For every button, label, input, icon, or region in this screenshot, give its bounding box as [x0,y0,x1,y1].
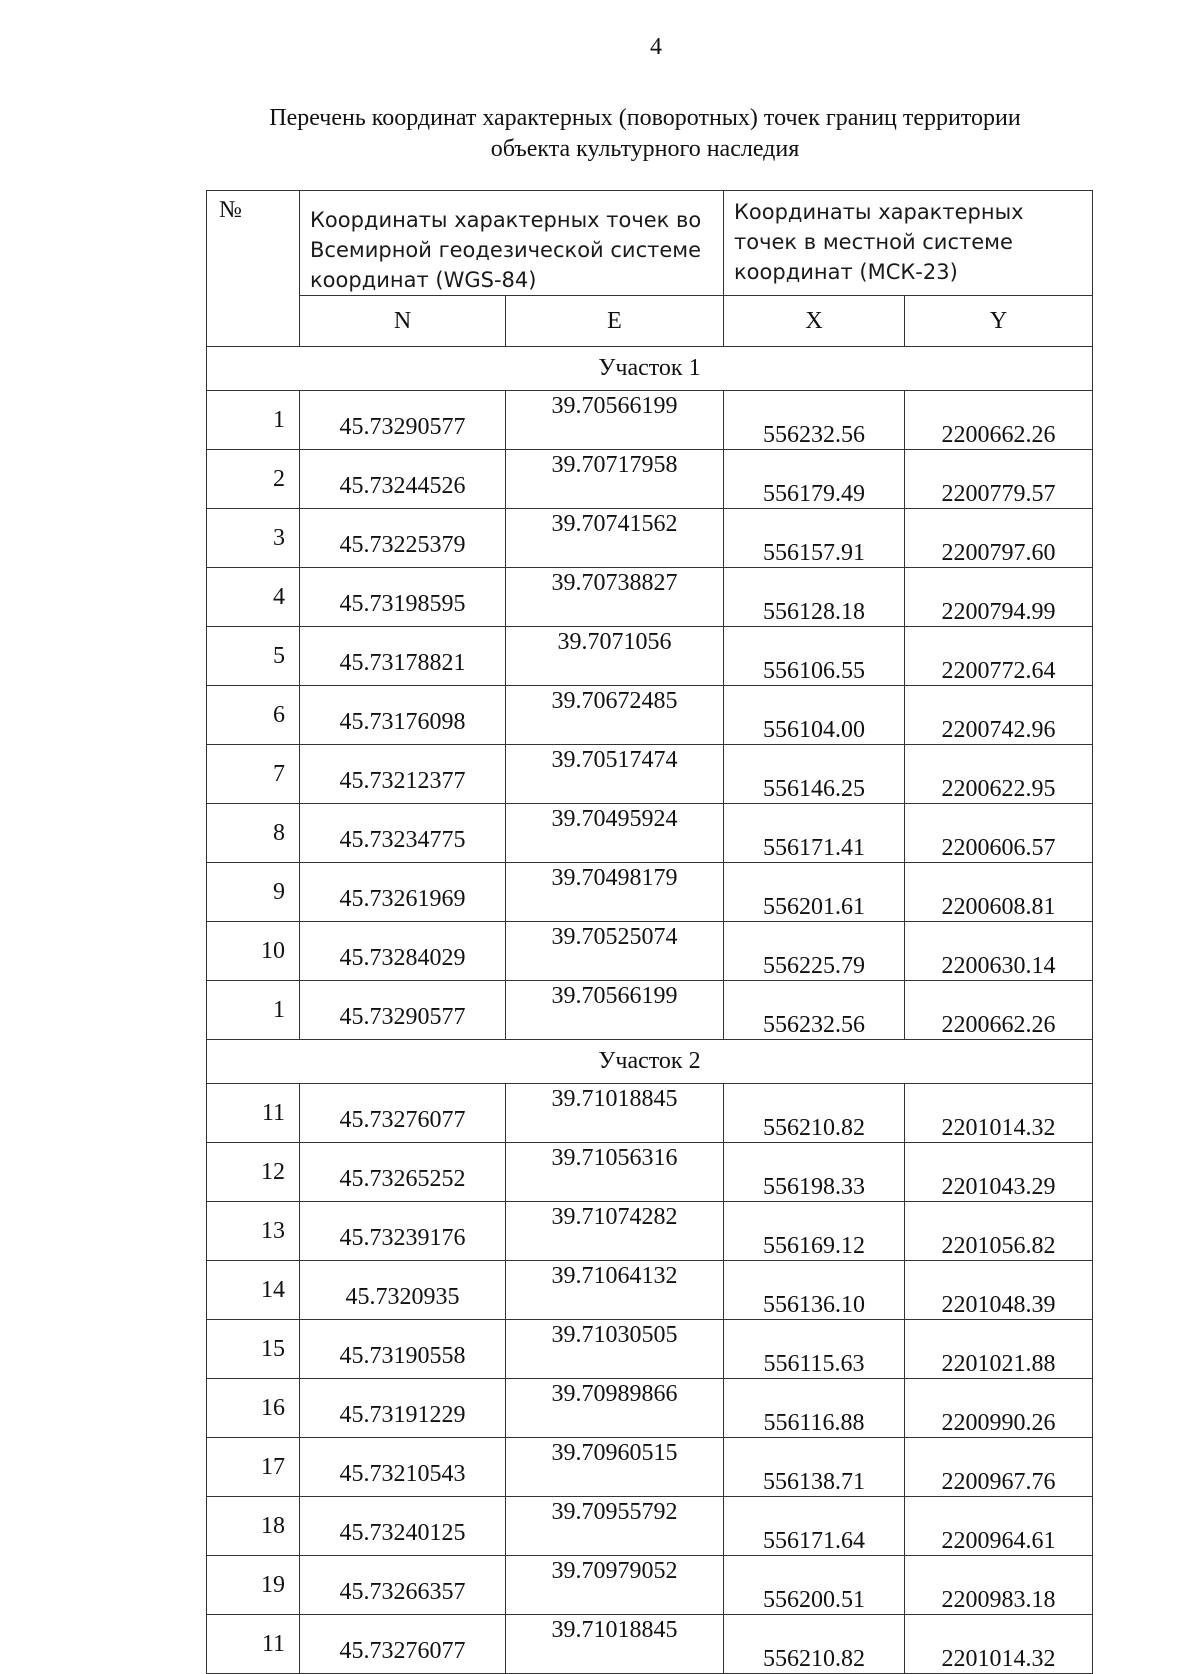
msk-x-cell: 556179.49 [724,450,905,509]
longitude-e-cell: 39.70738827 [506,568,724,627]
table-row [207,1320,1093,1379]
msk-y-cell: 2200622.95 [905,745,1093,804]
point-number-cell: 19 [207,1556,300,1615]
msk-y-cell: 2201014.32 [905,1084,1093,1143]
latitude-n-cell: 45.73191229 [300,1379,506,1438]
header-msk23-group: Координаты характерных точек в местной системе координат (МСК-23) [724,191,1093,296]
point-number-cell: 17 [207,1438,300,1497]
longitude-e-cell: 39.70979052 [506,1556,724,1615]
latitude-n-cell: 45.73244526 [300,450,506,509]
table-row [207,391,1093,450]
msk-x-cell: 556106.55 [724,627,905,686]
table-row [207,1379,1093,1438]
longitude-e-cell: 39.70955792 [506,1497,724,1556]
longitude-e-cell: 39.70498179 [506,863,724,922]
latitude-n-cell: 45.73290577 [300,391,506,450]
document-title [210,103,1080,165]
msk-x-cell: 556138.71 [724,1438,905,1497]
msk-x-cell: 556171.41 [724,804,905,863]
latitude-n-cell: 45.73176098 [300,686,506,745]
msk-y-cell: 2200797.60 [905,509,1093,568]
longitude-e-cell: 39.71018845 [506,1615,724,1674]
msk-x-cell: 556115.63 [724,1320,905,1379]
msk-x-cell: 556200.51 [724,1556,905,1615]
section-row [207,1040,1093,1084]
table-row [207,1615,1093,1674]
msk-y-cell: 2200772.64 [905,627,1093,686]
msk-y-cell: 2201048.39 [905,1261,1093,1320]
msk-x-cell: 556171.64 [724,1497,905,1556]
longitude-e-cell: 39.71018845 [506,1084,724,1143]
msk-y-cell: 2200630.14 [905,922,1093,981]
longitude-e-cell: 39.71064132 [506,1261,724,1320]
longitude-e-cell: 39.70989866 [506,1379,724,1438]
latitude-n-cell: 45.73276077 [300,1084,506,1143]
longitude-e-cell: 39.70717958 [506,450,724,509]
page-number: 4 [650,34,662,60]
header-x: X [724,296,905,347]
msk-y-cell: 2200742.96 [905,686,1093,745]
table-row [207,686,1093,745]
point-number-cell: 12 [207,1143,300,1202]
table-row [207,1084,1093,1143]
table-row [207,804,1093,863]
latitude-n-cell: 45.73240125 [300,1497,506,1556]
section-title: Участок 2 [207,1040,1093,1084]
latitude-n-cell: 45.73198595 [300,568,506,627]
point-number-cell: 3 [207,509,300,568]
latitude-n-cell: 45.73190558 [300,1320,506,1379]
longitude-e-cell: 39.70960515 [506,1438,724,1497]
longitude-e-cell: 39.70672485 [506,686,724,745]
msk-x-cell: 556128.18 [724,568,905,627]
latitude-n-cell: 45.73210543 [300,1438,506,1497]
point-number-cell: 18 [207,1497,300,1556]
point-number-cell: 1 [207,391,300,450]
table-row [207,981,1093,1040]
latitude-n-cell: 45.73290577 [300,981,506,1040]
table-row [207,1497,1093,1556]
msk-y-cell: 2200983.18 [905,1556,1093,1615]
table-row [207,1556,1093,1615]
latitude-n-cell: 45.73284029 [300,922,506,981]
msk-y-cell: 2200662.26 [905,391,1093,450]
table-row [207,1261,1093,1320]
msk-y-cell: 2200794.99 [905,568,1093,627]
table-header [207,191,1093,347]
msk-y-cell: 2200967.76 [905,1438,1093,1497]
table-row [207,863,1093,922]
longitude-e-cell: 39.70525074 [506,922,724,981]
point-number-cell: 6 [207,686,300,745]
longitude-e-cell: 39.70566199 [506,981,724,1040]
point-number-cell: 16 [207,1379,300,1438]
table-row [207,922,1093,981]
section-row [207,347,1093,391]
msk-y-cell: 2200964.61 [905,1497,1093,1556]
point-number-cell: 9 [207,863,300,922]
header-e: E [506,296,724,347]
msk-y-cell: 2201021.88 [905,1320,1093,1379]
table-row [207,568,1093,627]
msk-y-cell: 2200779.57 [905,450,1093,509]
point-number-cell: 10 [207,922,300,981]
latitude-n-cell: 45.73178821 [300,627,506,686]
msk-x-cell: 556104.00 [724,686,905,745]
header-wgs84-group: Координаты характерных точек во Всемирной геодезической системе координат (WGS-84) [300,191,724,296]
header-n: N [300,296,506,347]
point-number-cell: 1 [207,981,300,1040]
msk-x-cell: 556232.56 [724,981,905,1040]
longitude-e-cell: 39.7071056 [506,627,724,686]
point-number-cell: 11 [207,1615,300,1674]
longitude-e-cell: 39.71074282 [506,1202,724,1261]
point-number-cell: 2 [207,450,300,509]
table-body [207,347,1093,1674]
longitude-e-cell: 39.70566199 [506,391,724,450]
table-row [207,627,1093,686]
msk-x-cell: 556201.61 [724,863,905,922]
msk-x-cell: 556146.25 [724,745,905,804]
latitude-n-cell: 45.73234775 [300,804,506,863]
header-number: № [207,191,300,347]
msk-y-cell: 2200608.81 [905,863,1093,922]
point-number-cell: 5 [207,627,300,686]
msk-x-cell: 556116.88 [724,1379,905,1438]
section-title: Участок 1 [207,347,1093,391]
table-row [207,1438,1093,1497]
latitude-n-cell: 45.7320935 [300,1261,506,1320]
msk-y-cell: 2200990.26 [905,1379,1093,1438]
point-number-cell: 11 [207,1084,300,1143]
table-row [207,1202,1093,1261]
point-number-cell: 15 [207,1320,300,1379]
table-row [207,450,1093,509]
msk-x-cell: 556232.56 [724,391,905,450]
longitude-e-cell: 39.70517474 [506,745,724,804]
latitude-n-cell: 45.73266357 [300,1556,506,1615]
title-line-2: объекта культурного наследия [490,136,800,162]
latitude-n-cell: 45.73276077 [300,1615,506,1674]
msk-x-cell: 556157.91 [724,509,905,568]
msk-x-cell: 556210.82 [724,1084,905,1143]
longitude-e-cell: 39.70495924 [506,804,724,863]
point-number-cell: 13 [207,1202,300,1261]
latitude-n-cell: 45.73261969 [300,863,506,922]
table-row [207,745,1093,804]
msk-x-cell: 556225.79 [724,922,905,981]
point-number-cell: 8 [207,804,300,863]
msk-x-cell: 556198.33 [724,1143,905,1202]
title-line-1: Перечень координат характерных (поворотных) точек границ территории [269,105,1021,131]
msk-y-cell: 2201043.29 [905,1143,1093,1202]
coordinates-table [206,190,1093,1674]
latitude-n-cell: 45.73239176 [300,1202,506,1261]
latitude-n-cell: 45.73225379 [300,509,506,568]
point-number-cell: 4 [207,568,300,627]
msk-y-cell: 2201056.82 [905,1202,1093,1261]
msk-x-cell: 556210.82 [724,1615,905,1674]
point-number-cell: 14 [207,1261,300,1320]
point-number-cell: 7 [207,745,300,804]
header-y: Y [905,296,1093,347]
longitude-e-cell: 39.71030505 [506,1320,724,1379]
msk-y-cell: 2200662.26 [905,981,1093,1040]
table-row [207,1143,1093,1202]
latitude-n-cell: 45.73265252 [300,1143,506,1202]
msk-y-cell: 2201014.32 [905,1615,1093,1674]
msk-y-cell: 2200606.57 [905,804,1093,863]
longitude-e-cell: 39.71056316 [506,1143,724,1202]
msk-x-cell: 556169.12 [724,1202,905,1261]
table-row [207,509,1093,568]
latitude-n-cell: 45.73212377 [300,745,506,804]
msk-x-cell: 556136.10 [724,1261,905,1320]
longitude-e-cell: 39.70741562 [506,509,724,568]
